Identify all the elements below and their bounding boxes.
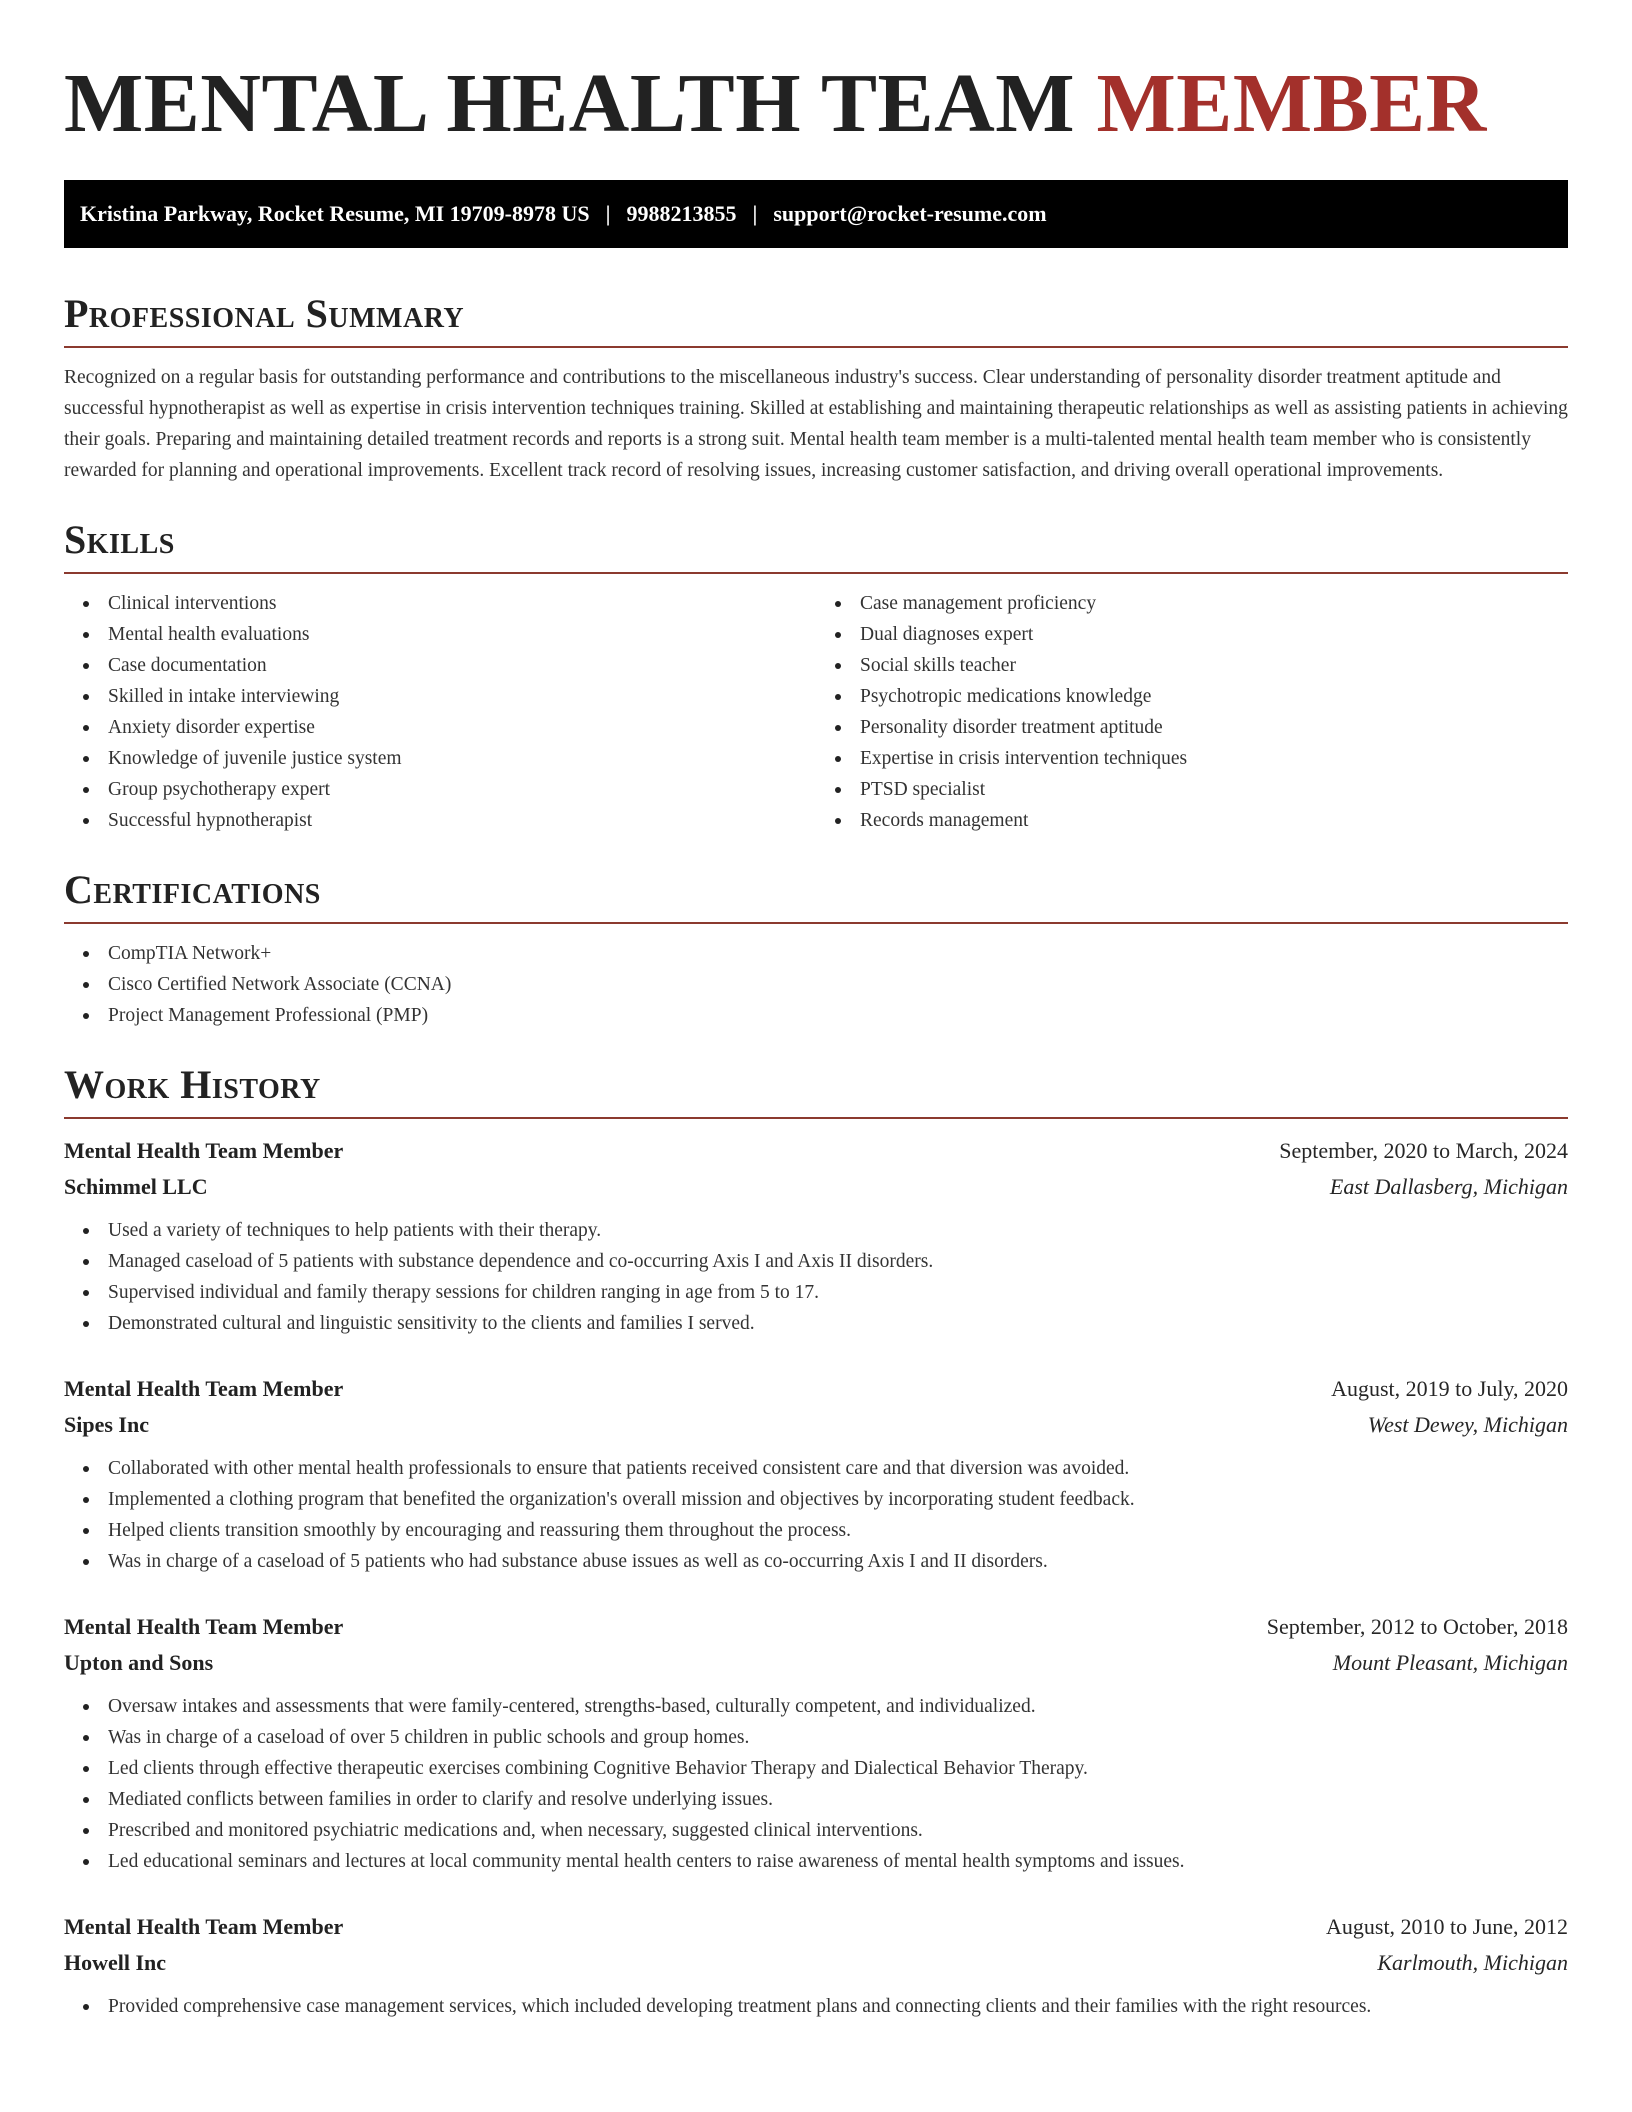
contact-bar xyxy=(64,180,1568,248)
summary-heading: Professional Summary xyxy=(64,290,1568,348)
job-company: Howell Inc xyxy=(64,1950,167,1975)
job-company-row xyxy=(64,1645,1568,1681)
job-bullet: Mediated conflicts between families in order to clarify and resolve underlying issues. xyxy=(108,1784,1568,1815)
job-entry xyxy=(64,1909,1568,2022)
skill-item: Personality disorder treatment aptitude xyxy=(860,712,1568,743)
job-company: Upton and Sons xyxy=(64,1650,214,1675)
contact-email: support@rocket-resume.com xyxy=(773,201,1047,226)
job-company: Schimmel LLC xyxy=(64,1174,208,1199)
skills-section xyxy=(64,516,1568,836)
job-location: Karlmouth, Michigan xyxy=(1377,1950,1568,1975)
skill-item: Records management xyxy=(860,805,1568,836)
contact-phone: 9988213855 xyxy=(626,201,737,226)
certifications-heading: Certifications xyxy=(64,866,1568,924)
job-company-row xyxy=(64,1945,1568,1981)
certifications-list xyxy=(64,938,1568,1031)
job-bullets xyxy=(64,1691,1568,1877)
skill-item: Case documentation xyxy=(108,650,816,681)
contact-separator: | xyxy=(752,201,758,226)
contact-address: Kristina Parkway, Rocket Resume, MI 19709-8978 US xyxy=(80,201,590,226)
job-dates: September, 2012 to October, 2018 xyxy=(1266,1614,1568,1639)
job-dates: August, 2019 to July, 2020 xyxy=(1331,1376,1568,1401)
job-header-row xyxy=(64,1133,1568,1169)
certification-item: Cisco Certified Network Associate (CCNA) xyxy=(108,969,1568,1000)
skills-grid xyxy=(64,574,1568,836)
skill-item: Social skills teacher xyxy=(860,650,1568,681)
job-bullets xyxy=(64,1215,1568,1339)
skill-item: Group psychotherapy expert xyxy=(108,774,816,805)
job-company-row xyxy=(64,1169,1568,1205)
job-title: Mental Health Team Member xyxy=(64,1376,344,1401)
skill-item: Skilled in intake interviewing xyxy=(108,681,816,712)
skill-item: Anxiety disorder expertise xyxy=(108,712,816,743)
skill-item: Expertise in crisis intervention techniques xyxy=(860,743,1568,774)
job-bullet: Was in charge of a caseload of 5 patients who had substance abuse issues as well as co-occurring Axis I and II disorders. xyxy=(108,1546,1568,1577)
certifications-section xyxy=(64,866,1568,1031)
job-bullets xyxy=(64,1991,1568,2022)
job-bullet: Provided comprehensive case management services, which included developing treatment plans and connecting clients and their families with the right resources. xyxy=(108,1991,1568,2022)
skills-list-left xyxy=(64,588,816,836)
skill-item: Successful hypnotherapist xyxy=(108,805,816,836)
job-header-row xyxy=(64,1909,1568,1945)
job-bullets xyxy=(64,1453,1568,1577)
skill-item: Mental health evaluations xyxy=(108,619,816,650)
certification-item: CompTIA Network+ xyxy=(108,938,1568,969)
contact-separator: | xyxy=(605,201,611,226)
job-bullet: Demonstrated cultural and linguistic sensitivity to the clients and families I served. xyxy=(108,1308,1568,1339)
skill-item: Knowledge of juvenile justice system xyxy=(108,743,816,774)
job-bullet: Helped clients transition smoothly by encouraging and reassuring them throughout the process. xyxy=(108,1515,1568,1546)
job-entry xyxy=(64,1609,1568,1877)
job-company-row xyxy=(64,1407,1568,1443)
work-history-heading: Work History xyxy=(64,1061,1568,1119)
title-accent: MEMBER xyxy=(1096,57,1487,150)
job-header-row xyxy=(64,1371,1568,1407)
job-bullet: Was in charge of a caseload of over 5 children in public schools and group homes. xyxy=(108,1722,1568,1753)
job-bullet: Led educational seminars and lectures at local community mental health centers to raise awareness of mental health symptoms and issues. xyxy=(108,1846,1568,1877)
skills-list-right xyxy=(816,588,1568,836)
job-location: West Dewey, Michigan xyxy=(1367,1412,1568,1437)
job-bullet: Supervised individual and family therapy sessions for children ranging in age from 5 to 17. xyxy=(108,1277,1568,1308)
skills-heading: Skills xyxy=(64,516,1568,574)
job-title: Mental Health Team Member xyxy=(64,1914,344,1939)
job-title: Mental Health Team Member xyxy=(64,1138,344,1163)
summary-section xyxy=(64,290,1568,486)
job-bullet: Oversaw intakes and assessments that were family-centered, strengths-based, culturally competent, and individualized. xyxy=(108,1691,1568,1722)
job-location: Mount Pleasant, Michigan xyxy=(1332,1650,1568,1675)
certification-item: Project Management Professional (PMP) xyxy=(108,1000,1568,1031)
job-dates: August, 2010 to June, 2012 xyxy=(1326,1914,1568,1939)
job-bullet: Led clients through effective therapeutic exercises combining Cognitive Behavior Therapy and Dialectical Behavior Therapy. xyxy=(108,1753,1568,1784)
job-dates: September, 2020 to March, 2024 xyxy=(1279,1138,1568,1163)
job-bullet: Implemented a clothing program that benefited the organization's overall mission and objectives by incorporating student feedback. xyxy=(108,1484,1568,1515)
job-entry xyxy=(64,1133,1568,1339)
title-main: MENTAL HEALTH TEAM xyxy=(64,57,1076,150)
work-history-section xyxy=(64,1061,1568,2022)
skill-item: Clinical interventions xyxy=(108,588,816,619)
skill-item: Case management proficiency xyxy=(860,588,1568,619)
skill-item: Dual diagnoses expert xyxy=(860,619,1568,650)
skill-item: PTSD specialist xyxy=(860,774,1568,805)
job-bullet: Collaborated with other mental health professionals to ensure that patients received consistent care and that diversion was avoided. xyxy=(108,1453,1568,1484)
job-header-row xyxy=(64,1609,1568,1645)
job-company: Sipes Inc xyxy=(64,1412,149,1437)
page-title xyxy=(64,0,1568,150)
job-location: East Dallasberg, Michigan xyxy=(1329,1174,1568,1199)
job-bullet: Prescribed and monitored psychiatric medications and, when necessary, suggested clinical interventions. xyxy=(108,1815,1568,1846)
skill-item: Psychotropic medications knowledge xyxy=(860,681,1568,712)
summary-text: Recognized on a regular basis for outstanding performance and contributions to the miscellaneous industry's success. Clear understanding of personality disorder treatment aptitude and successful hypnotherapist as well as expertise in crisis intervention techniques training. Skilled at establishing and maintaining therapeutic relationships as well as assisting patients in achieving their goals. Preparing and maintaining detailed treatment records and reports is a strong suit. Mental health team member is a multi-talented mental health team member who is consistently rewarded for planning and operational improvements. Excellent track record of resolving issues, increasing customer satisfaction, and driving overall operational improvements. xyxy=(64,367,1568,481)
job-bullet: Managed caseload of 5 patients with substance dependence and co-occurring Axis I and Axis II disorders. xyxy=(108,1246,1568,1277)
job-entry xyxy=(64,1371,1568,1577)
job-title: Mental Health Team Member xyxy=(64,1614,344,1639)
job-bullet: Used a variety of techniques to help patients with their therapy. xyxy=(108,1215,1568,1246)
